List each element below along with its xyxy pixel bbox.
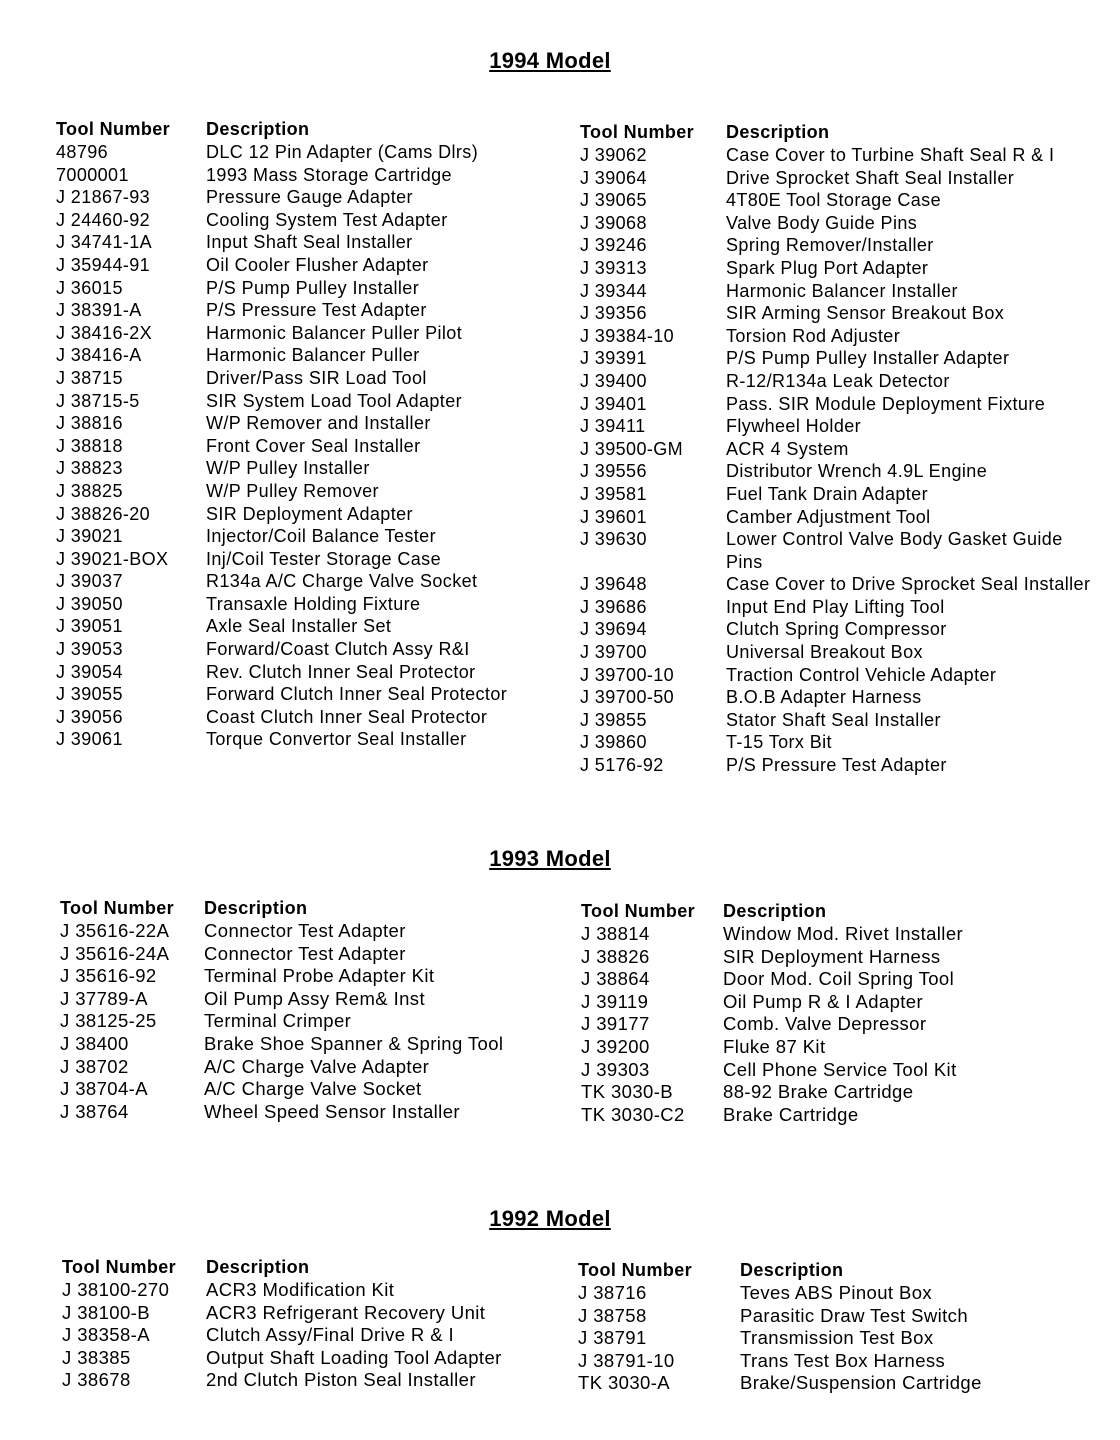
table-row xyxy=(580,370,1100,393)
column-header-description: Description xyxy=(206,1257,310,1278)
table-row xyxy=(580,641,1100,664)
table-row xyxy=(56,548,556,571)
tool-number-cell: J 38400 xyxy=(60,1032,129,1054)
table-header-row xyxy=(581,897,1081,923)
description-cell: Valve Body Guide Pins xyxy=(726,212,918,233)
description-cell: T-15 Torx Bit xyxy=(726,732,832,753)
column-header-description: Description xyxy=(204,898,308,919)
tool-number-cell: J 39065 xyxy=(580,190,647,211)
description-cell: Comb. Valve Depressor xyxy=(723,1013,927,1035)
table-row xyxy=(580,212,1100,235)
table-row xyxy=(56,344,556,367)
tool-number-cell: J 39411 xyxy=(580,416,646,437)
description-cell: B.O.B Adapter Harness xyxy=(726,687,922,708)
table-row xyxy=(581,946,1081,969)
tool-table-1993-left xyxy=(60,894,560,1123)
table-row xyxy=(578,1327,1078,1350)
table-header-row xyxy=(60,894,560,920)
description-cell: Oil Pump R & I Adapter xyxy=(723,990,924,1012)
table-row xyxy=(580,664,1100,687)
description-cell: Parasitic Draw Test Switch xyxy=(740,1304,969,1326)
tool-number-cell: J 39500-GM xyxy=(580,438,684,459)
table-row xyxy=(56,593,556,616)
description-cell: Connector Test Adapter xyxy=(204,942,406,964)
tool-number-cell: J 39700-50 xyxy=(580,687,675,708)
table-row xyxy=(62,1302,562,1325)
table-row xyxy=(60,943,560,966)
description-cell: Coast Clutch Inner Seal Protector xyxy=(206,706,488,727)
description-cell: W/P Pulley Remover xyxy=(206,480,379,501)
tool-number-cell: J 39855 xyxy=(580,709,647,730)
table-row xyxy=(580,573,1100,596)
table-row xyxy=(580,709,1100,732)
tool-number-cell: J 38818 xyxy=(56,435,123,456)
tool-number-cell: J 38816 xyxy=(56,413,123,434)
table-row xyxy=(580,754,1100,777)
table-row xyxy=(580,438,1100,461)
table-row xyxy=(60,1101,560,1124)
tool-number-cell: J 39068 xyxy=(580,212,647,233)
description-cell: A/C Charge Valve Adapter xyxy=(204,1055,430,1077)
description-cell: Harmonic Balancer Puller Pilot xyxy=(206,322,463,343)
table-row xyxy=(56,661,556,684)
column-header-tool-number: Tool Number xyxy=(580,122,695,143)
table-row xyxy=(581,1104,1081,1127)
table-row xyxy=(580,302,1100,325)
description-cell: P/S Pressure Test Adapter xyxy=(206,300,427,321)
table-row xyxy=(56,367,556,390)
table-row xyxy=(60,965,560,988)
table-row xyxy=(62,1369,562,1392)
tool-number-cell: J 38391-A xyxy=(56,300,142,321)
column-header-tool-number: Tool Number xyxy=(60,898,175,919)
description-cell: Case Cover to Drive Sprocket Seal Installer xyxy=(726,574,1091,595)
tool-number-cell: J 39700-10 xyxy=(580,664,675,685)
tool-number-cell: J 39051 xyxy=(56,616,123,637)
tool-number-cell: J 38715-5 xyxy=(56,390,140,411)
description-cell: Oil Cooler Flusher Adapter xyxy=(206,254,429,275)
table-row xyxy=(56,525,556,548)
table-row xyxy=(56,412,556,435)
table-row xyxy=(62,1279,562,1302)
tool-number-cell: J 38125-25 xyxy=(60,1010,157,1032)
table-row xyxy=(56,615,556,638)
section-title-1993: 1993 Model xyxy=(489,846,611,871)
table-row xyxy=(580,167,1100,190)
tool-table-1992-right xyxy=(578,1257,1078,1395)
description-cell: 2nd Clutch Piston Seal Installer xyxy=(206,1369,476,1391)
table-row xyxy=(578,1372,1078,1395)
description-cell: Torque Convertor Seal Installer xyxy=(206,729,467,750)
table-row xyxy=(56,638,556,661)
description-cell: Brake Shoe Spanner & Spring Tool xyxy=(204,1032,504,1054)
table-header-row xyxy=(578,1257,1078,1282)
column-header-description: Description xyxy=(206,119,310,140)
column-header-tool-number: Tool Number xyxy=(581,901,696,922)
table-row xyxy=(580,483,1100,506)
description-cell: Fuel Tank Drain Adapter xyxy=(726,483,928,504)
description-cell: Output Shaft Loading Tool Adapter xyxy=(206,1346,502,1368)
description-cell: Flywheel Holder xyxy=(726,416,862,437)
description-cell: W/P Remover and Installer xyxy=(206,413,431,434)
tool-number-cell: J 38826-20 xyxy=(56,503,151,524)
table-row xyxy=(580,460,1100,483)
table-row xyxy=(580,506,1100,529)
description-cell: Case Cover to Turbine Shaft Seal R & I xyxy=(726,145,1055,165)
tool-number-cell: J 39053 xyxy=(56,639,123,660)
description-cell: Teves ABS Pinout Box xyxy=(740,1282,933,1303)
tool-number-cell: J 35616-22A xyxy=(60,920,170,941)
description-cell: 88-92 Brake Cartridge xyxy=(723,1081,914,1103)
description-cell: Rev. Clutch Inner Seal Protector xyxy=(206,661,476,682)
table-row xyxy=(580,393,1100,416)
description-cell: Pressure Gauge Adapter xyxy=(206,187,413,208)
tool-number-cell: J 38758 xyxy=(578,1304,647,1326)
tool-number-cell: J 39356 xyxy=(580,303,647,324)
description-cell: Brake Cartridge xyxy=(723,1103,859,1125)
table-row xyxy=(56,435,556,458)
description-cell: SIR Deployment Adapter xyxy=(206,503,413,524)
table-row xyxy=(60,920,560,943)
description-cell: Harmonic Balancer Installer xyxy=(726,280,958,301)
table-row xyxy=(580,257,1100,280)
tool-number-cell: J 39860 xyxy=(580,732,647,753)
table-row xyxy=(56,299,556,322)
tool-number-cell: J 39064 xyxy=(580,167,647,188)
tool-number-cell: J 39061 xyxy=(56,729,123,750)
tool-number-cell: J 39200 xyxy=(581,1035,650,1057)
table-row xyxy=(56,480,556,503)
table-row xyxy=(60,1010,560,1033)
tool-number-cell: J 38100-B xyxy=(62,1301,150,1323)
description-cell: Driver/Pass SIR Load Tool xyxy=(206,367,427,388)
tool-number-cell: J 38416-A xyxy=(56,345,142,366)
column-header-tool-number: Tool Number xyxy=(578,1260,693,1281)
tool-number-cell: J 39313 xyxy=(580,257,647,278)
description-cell: Input Shaft Seal Installer xyxy=(206,232,413,253)
description-cell: ACR 4 System xyxy=(726,438,849,459)
description-cell: Torsion Rod Adjuster xyxy=(726,325,901,346)
tool-number-cell: J 39391 xyxy=(580,348,647,369)
tool-number-cell: J 39694 xyxy=(580,619,647,640)
tool-number-cell: J 38385 xyxy=(62,1346,131,1368)
table-row xyxy=(580,731,1100,754)
description-cell: Injector/Coil Balance Tester xyxy=(206,526,436,547)
tool-number-cell: J 38704-A xyxy=(60,1078,148,1100)
description-cell: Window Mod. Rivet Installer xyxy=(723,923,964,944)
table-row xyxy=(580,686,1100,709)
description-cell: Universal Breakout Box xyxy=(726,642,923,663)
table-row xyxy=(60,1033,560,1056)
tool-number-cell: J 38791 xyxy=(578,1327,647,1349)
tool-number-cell: TK 3030-A xyxy=(578,1372,671,1394)
table-row xyxy=(581,991,1081,1014)
tool-number-cell: J 39556 xyxy=(580,461,647,482)
column-header-description: Description xyxy=(723,901,827,922)
description-cell: Wheel Speed Sensor Installer xyxy=(204,1100,460,1122)
description-cell: Clutch Assy/Final Drive R & I xyxy=(206,1324,455,1346)
table-row xyxy=(56,457,556,480)
description-cell: ACR3 Refrigerant Recovery Unit xyxy=(206,1301,486,1323)
table-row xyxy=(56,322,556,345)
tool-number-cell: J 38358-A xyxy=(62,1324,150,1346)
description-cell: P/S Pump Pulley Installer Adapter xyxy=(726,348,1010,369)
tool-number-cell: J 39401 xyxy=(580,393,647,414)
tool-number-cell: J 39021 xyxy=(56,526,123,547)
table-row xyxy=(578,1282,1078,1305)
tool-number-cell: J 38791-10 xyxy=(578,1349,675,1371)
tool-number-cell: J 39177 xyxy=(581,1013,650,1035)
tool-number-cell: J 39062 xyxy=(580,145,647,165)
description-cell: Cell Phone Service Tool Kit xyxy=(723,1058,957,1080)
tool-number-cell: J 39054 xyxy=(56,661,123,682)
description-cell: Input End Play Lifting Tool xyxy=(726,596,945,617)
description-cell: Terminal Crimper xyxy=(204,1010,352,1032)
tool-number-cell: J 39246 xyxy=(580,235,647,256)
tool-table-1994-left xyxy=(56,96,556,751)
description-cell: Terminal Probe Adapter Kit xyxy=(204,965,435,987)
description-cell: Transaxle Holding Fixture xyxy=(206,593,421,614)
column-header-tool-number: Tool Number xyxy=(56,119,171,140)
table-header-row xyxy=(56,96,556,141)
description-cell: Fluke 87 Kit xyxy=(723,1035,826,1057)
table-row xyxy=(60,1056,560,1079)
description-cell: Inj/Coil Tester Storage Case xyxy=(206,548,441,569)
tool-number-cell: J 38416-2X xyxy=(56,322,153,343)
table-row xyxy=(581,923,1081,946)
description-cell: W/P Pulley Installer xyxy=(206,458,370,479)
description-cell: Trans Test Box Harness xyxy=(740,1349,946,1371)
description-cell: Clutch Spring Compressor xyxy=(726,619,947,640)
tool-number-cell: J 39400 xyxy=(580,370,647,391)
description-cell: Drive Sprocket Shaft Seal Installer xyxy=(726,167,1015,188)
description-cell: Pass. SIR Module Deployment Fixture xyxy=(726,393,1046,414)
tool-number-cell: TK 3030-B xyxy=(581,1081,674,1103)
table-row xyxy=(62,1324,562,1347)
table-row xyxy=(56,209,556,232)
tool-number-cell: J 38100-270 xyxy=(62,1279,170,1300)
description-cell: Transmission Test Box xyxy=(740,1327,934,1349)
description-cell: Stator Shaft Seal Installer xyxy=(726,709,941,730)
description-cell: 1993 Mass Storage Cartridge xyxy=(206,164,452,185)
description-cell: Forward Clutch Inner Seal Protector xyxy=(206,684,508,705)
table-row xyxy=(56,186,556,209)
description-cell: SIR Arming Sensor Breakout Box xyxy=(726,303,1005,324)
tool-number-cell: J 34741-1A xyxy=(56,232,153,253)
table-row xyxy=(580,528,1100,573)
table-row xyxy=(581,968,1081,991)
table-row xyxy=(580,280,1100,303)
description-cell: DLC 12 Pin Adapter (Cams Dlrs) xyxy=(206,142,479,162)
tool-number-cell: J 39581 xyxy=(580,483,647,504)
description-cell: 4T80E Tool Storage Case xyxy=(726,190,941,211)
tool-number-cell: J 38823 xyxy=(56,458,123,479)
tool-number-cell: 48796 xyxy=(56,142,109,162)
tool-number-cell: J 39050 xyxy=(56,593,123,614)
tool-number-cell: J 38764 xyxy=(60,1100,129,1122)
tool-number-cell: J 38716 xyxy=(578,1282,647,1303)
tool-number-cell: J 38715 xyxy=(56,367,123,388)
table-row xyxy=(62,1347,562,1370)
tool-number-cell: J 21867-93 xyxy=(56,187,151,208)
table-row xyxy=(56,141,556,164)
description-cell: ACR3 Modification Kit xyxy=(206,1279,395,1300)
column-header-description: Description xyxy=(740,1260,844,1281)
table-row xyxy=(56,390,556,413)
description-cell: Connector Test Adapter xyxy=(204,920,406,941)
description-cell: P/S Pump Pulley Installer xyxy=(206,277,420,298)
table-row xyxy=(581,1013,1081,1036)
tool-number-cell: J 38825 xyxy=(56,480,123,501)
tool-number-cell: J 37789-A xyxy=(60,987,148,1009)
tool-number-cell: J 38814 xyxy=(581,923,650,944)
description-cell: P/S Pressure Test Adapter xyxy=(726,755,947,776)
table-row xyxy=(580,189,1100,212)
description-cell: Distributor Wrench 4.9L Engine xyxy=(726,461,988,482)
tool-number-cell: J 39384-10 xyxy=(580,325,675,346)
tool-number-cell: J 39601 xyxy=(580,506,647,527)
tool-table-1993-right xyxy=(581,897,1081,1126)
tool-number-cell: J 38864 xyxy=(581,968,650,990)
section-title-1994: 1994 Model xyxy=(489,48,611,73)
column-header-description: Description xyxy=(726,122,830,143)
table-row xyxy=(578,1305,1078,1328)
tool-number-cell: J 39037 xyxy=(56,571,123,592)
table-row xyxy=(60,1078,560,1101)
tool-number-cell: TK 3030-C2 xyxy=(581,1103,685,1125)
table-header-row xyxy=(580,99,1100,144)
description-cell: Spring Remover/Installer xyxy=(726,235,934,256)
description-cell: Cooling System Test Adapter xyxy=(206,209,448,230)
tool-number-cell: J 36015 xyxy=(56,277,123,298)
description-cell: Traction Control Vehicle Adapter xyxy=(726,664,997,685)
tool-number-cell: J 38678 xyxy=(62,1369,131,1391)
table-row xyxy=(56,706,556,729)
tool-number-cell: J 35944-91 xyxy=(56,254,151,275)
description-cell: Camber Adjustment Tool xyxy=(726,506,931,527)
description-cell: Front Cover Seal Installer xyxy=(206,435,421,456)
description-cell: Door Mod. Coil Spring Tool xyxy=(723,968,955,990)
tool-number-cell: J 39344 xyxy=(580,280,647,301)
tool-number-cell: J 39021-BOX xyxy=(56,548,169,569)
table-row xyxy=(56,254,556,277)
tool-number-cell: J 35616-92 xyxy=(60,965,157,987)
table-row xyxy=(580,618,1100,641)
table-row xyxy=(56,683,556,706)
tool-number-cell: J 39700 xyxy=(580,642,647,663)
table-row xyxy=(580,144,1100,167)
tool-number-cell: J 38826 xyxy=(581,945,650,967)
table-row xyxy=(580,347,1100,370)
tool-number-cell: J 39630 xyxy=(580,529,647,550)
table-row xyxy=(56,277,556,300)
table-header-row xyxy=(62,1254,562,1279)
description-cell: SIR Deployment Harness xyxy=(723,945,941,967)
tool-number-cell: J 24460-92 xyxy=(56,209,151,230)
tool-number-cell: J 39303 xyxy=(581,1058,650,1080)
description-cell: Brake/Suspension Cartridge xyxy=(740,1372,982,1394)
table-row xyxy=(581,1081,1081,1104)
table-row xyxy=(56,503,556,526)
table-row xyxy=(56,570,556,593)
description-cell: A/C Charge Valve Socket xyxy=(204,1078,422,1100)
table-row xyxy=(56,728,556,751)
table-row xyxy=(56,231,556,254)
column-header-tool-number: Tool Number xyxy=(62,1257,177,1278)
table-row xyxy=(56,164,556,187)
tool-number-cell: J 5176-92 xyxy=(580,755,664,776)
description-cell: Forward/Coast Clutch Assy R&I xyxy=(206,639,470,660)
tool-number-cell: J 39648 xyxy=(580,574,647,595)
table-row xyxy=(581,1059,1081,1082)
tool-number-cell: 7000001 xyxy=(56,164,129,185)
tool-number-cell: J 38702 xyxy=(60,1055,129,1077)
description-cell: Lower Control Valve Body Gasket Guide Pins xyxy=(726,529,1063,572)
tool-number-cell: J 39056 xyxy=(56,706,123,727)
description-cell: Oil Pump Assy Rem& Inst xyxy=(204,987,425,1009)
table-row xyxy=(581,1036,1081,1059)
table-row xyxy=(580,234,1100,257)
tool-table-1992-left xyxy=(62,1254,562,1392)
description-cell: Harmonic Balancer Puller xyxy=(206,345,420,366)
tool-number-cell: J 39055 xyxy=(56,684,123,705)
section-title-1992: 1992 Model xyxy=(489,1206,611,1231)
table-row xyxy=(580,415,1100,438)
tool-number-cell: J 39119 xyxy=(581,990,649,1012)
tool-number-cell: J 35616-24A xyxy=(60,942,170,964)
table-row xyxy=(580,325,1100,348)
tool-table-1994-right xyxy=(580,99,1100,777)
table-row xyxy=(60,988,560,1011)
table-row xyxy=(578,1350,1078,1373)
description-cell: R-12/R134a Leak Detector xyxy=(726,370,950,391)
description-cell: Axle Seal Installer Set xyxy=(206,616,392,637)
description-cell: R134a A/C Charge Valve Socket xyxy=(206,571,478,592)
tool-number-cell: J 39686 xyxy=(580,596,647,617)
description-cell: Spark Plug Port Adapter xyxy=(726,257,929,278)
description-cell: SIR System Load Tool Adapter xyxy=(206,390,463,411)
table-row xyxy=(580,596,1100,619)
